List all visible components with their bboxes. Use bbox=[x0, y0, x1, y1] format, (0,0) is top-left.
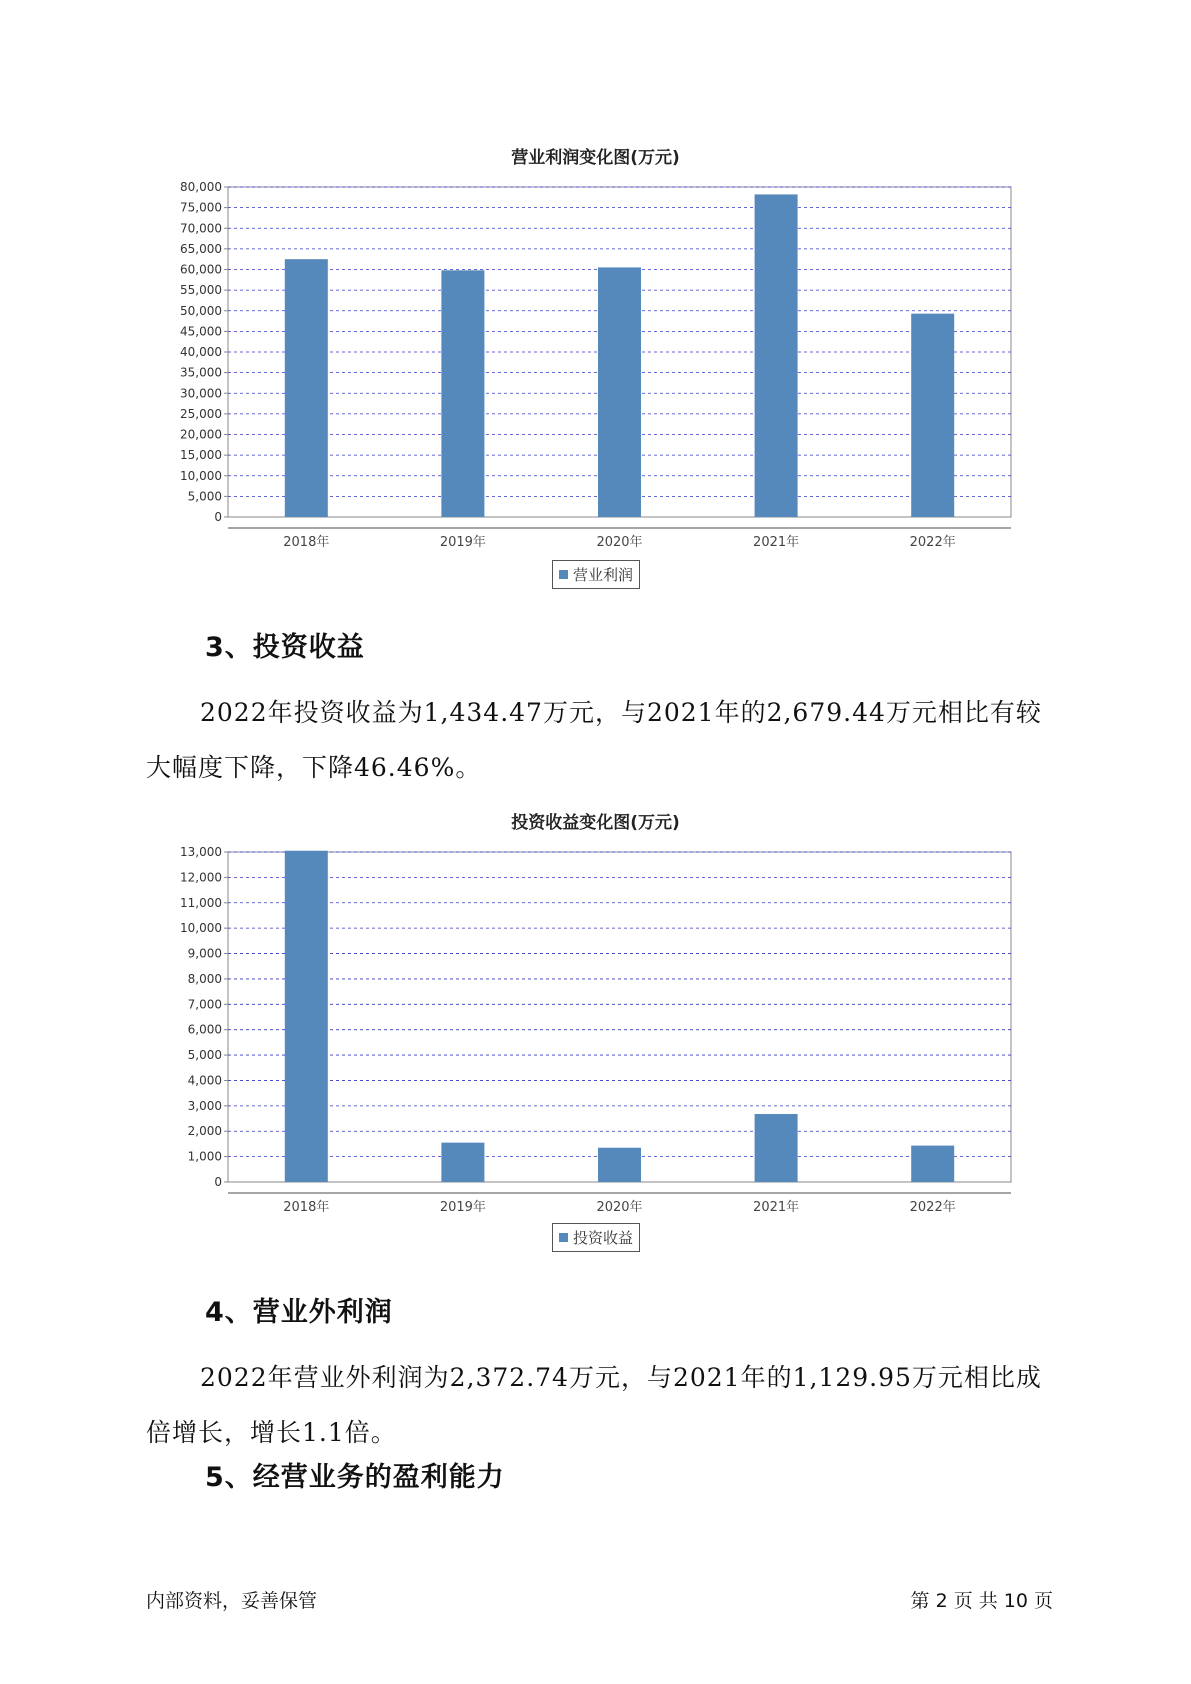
bar-2019年 bbox=[441, 270, 484, 517]
y-tick-label: 55,000 bbox=[180, 283, 222, 298]
y-tick-label: 40,000 bbox=[180, 345, 222, 359]
profit-chart-title: 营业利润变化图(万元) bbox=[511, 148, 680, 168]
x-tick-label: 2018年 bbox=[283, 535, 330, 550]
bar-2020年 bbox=[598, 267, 641, 517]
y-tick-label: 5,000 bbox=[187, 489, 222, 504]
legend-swatch bbox=[559, 570, 568, 579]
page-number: 第 2 页 共 10 页 bbox=[910, 1590, 1053, 1612]
section-4-heading: 4、营业外利润 bbox=[205, 1297, 393, 1328]
bar-2022年 bbox=[911, 314, 954, 517]
y-tick-label: 4,000 bbox=[187, 1073, 222, 1088]
bar-2021年 bbox=[755, 1114, 798, 1182]
x-tick-label: 2022年 bbox=[909, 1200, 956, 1215]
section-5-heading: 5、经营业务的盈利能力 bbox=[205, 1462, 505, 1493]
y-tick-label: 70,000 bbox=[180, 221, 222, 236]
x-tick-label: 2019年 bbox=[439, 535, 486, 550]
y-tick-label: 13,000 bbox=[180, 845, 222, 859]
x-tick-label: 2019年 bbox=[439, 1200, 486, 1215]
x-tick-label: 2020年 bbox=[596, 535, 643, 550]
invest-chart-title: 投资收益变化图(万元) bbox=[511, 813, 680, 833]
y-tick-label: 7,000 bbox=[187, 997, 222, 1012]
y-tick-label: 65,000 bbox=[180, 241, 222, 256]
y-tick-label: 11,000 bbox=[180, 895, 222, 910]
y-tick-label: 9,000 bbox=[187, 946, 222, 961]
invest-chart bbox=[0, 835, 1191, 1215]
plot-frame bbox=[228, 852, 1011, 1182]
y-tick-label: 45,000 bbox=[180, 324, 222, 339]
bar-2020年 bbox=[598, 1148, 641, 1182]
bar-2018年 bbox=[285, 259, 328, 517]
y-tick-label: 35,000 bbox=[180, 365, 222, 380]
invest-chart-legend bbox=[552, 1223, 640, 1252]
y-tick-label: 10,000 bbox=[180, 468, 222, 483]
section-3-heading: 3、投资收益 bbox=[205, 632, 365, 663]
y-tick-label: 3,000 bbox=[187, 1098, 222, 1113]
y-tick-label: 0 bbox=[214, 1175, 222, 1189]
y-tick-label: 20,000 bbox=[180, 427, 222, 442]
y-tick-label: 75,000 bbox=[180, 200, 222, 215]
y-tick-label: 15,000 bbox=[180, 448, 222, 463]
x-tick-label: 2021年 bbox=[753, 535, 800, 550]
section-3-paragraph: 2022年投资收益为1,434.47万元，与2021年的2,679.44万元相比有较大幅度下降，下降46.46%。 bbox=[146, 698, 1042, 782]
bar-2022年 bbox=[911, 1146, 954, 1182]
bar-2021年 bbox=[755, 194, 798, 517]
y-tick-label: 12,000 bbox=[180, 870, 222, 885]
y-tick-label: 60,000 bbox=[180, 262, 222, 277]
section-4-paragraph: 2022年营业外利润为2,372.74万元，与2021年的1,129.95万元相比成倍增长，增长1.1倍。 bbox=[146, 1363, 1042, 1447]
y-tick-label: 30,000 bbox=[180, 386, 222, 401]
x-tick-label: 2018年 bbox=[283, 1200, 330, 1215]
y-tick-label: 1,000 bbox=[187, 1149, 222, 1164]
x-tick-label: 2021年 bbox=[753, 1200, 800, 1215]
x-tick-label: 2020年 bbox=[596, 1200, 643, 1215]
y-tick-label: 25,000 bbox=[180, 406, 222, 421]
bar-2019年 bbox=[441, 1143, 484, 1182]
profit-chart bbox=[0, 170, 1191, 550]
y-tick-label: 5,000 bbox=[187, 1048, 222, 1063]
y-tick-label: 8,000 bbox=[187, 971, 222, 986]
y-tick-label: 80,000 bbox=[180, 180, 222, 194]
profit-chart-legend bbox=[552, 560, 640, 589]
y-tick-label: 50,000 bbox=[180, 303, 222, 318]
legend-swatch bbox=[559, 1233, 568, 1242]
y-tick-label: 0 bbox=[214, 510, 222, 524]
y-tick-label: 10,000 bbox=[180, 921, 222, 936]
x-tick-label: 2022年 bbox=[909, 535, 956, 550]
legend-label: 营业利润 bbox=[573, 566, 634, 584]
footer-note: 内部资料，妥善保管 bbox=[146, 1590, 318, 1612]
y-tick-label: 2,000 bbox=[187, 1124, 222, 1139]
legend-label: 投资收益 bbox=[573, 1229, 634, 1247]
y-tick-label: 6,000 bbox=[187, 1022, 222, 1037]
bar-2018年 bbox=[285, 851, 328, 1182]
